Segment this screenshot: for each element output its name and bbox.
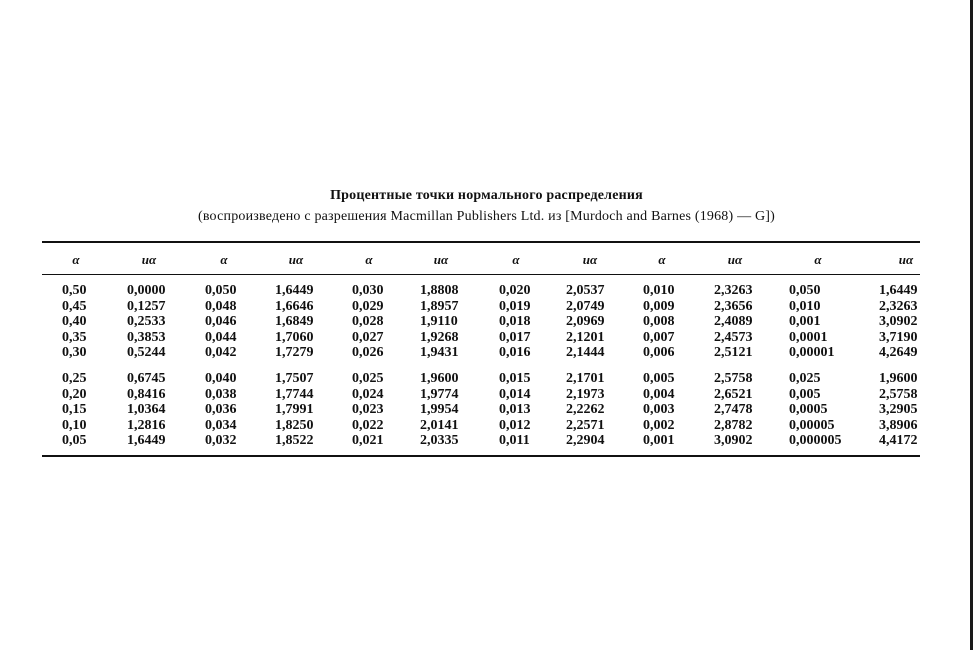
alpha-cell: 0,003 (643, 402, 675, 418)
u-alpha-cell: 2,2571 (566, 417, 605, 433)
alpha-cell: 0,021 (352, 433, 384, 449)
u-alpha-cell: 4,4172 (879, 433, 918, 449)
u-alpha-cell: 2,8782 (714, 417, 753, 433)
u-alpha-cell: 1,6849 (275, 314, 314, 330)
u-alpha-cell: 1,7060 (275, 329, 314, 345)
table-title: Процентные точки нормального распределения (330, 188, 643, 203)
header-u-alpha: uα (727, 252, 743, 267)
alpha-cell: 0,10 (62, 417, 87, 433)
alpha-cell: 0,25 (62, 371, 87, 386)
u-alpha-cell: 1,9431 (420, 345, 459, 361)
u-alpha-cell: 2,1701 (566, 371, 605, 386)
alpha-cell: 0,044 (205, 329, 237, 345)
header-alpha: α (220, 252, 228, 267)
u-alpha-cell: 1,9954 (420, 402, 459, 418)
alpha-cell: 0,034 (205, 417, 237, 433)
alpha-cell: 0,0001 (789, 329, 828, 345)
u-alpha-cell: 2,5121 (714, 345, 753, 361)
table-header-rule (42, 274, 920, 275)
u-alpha-cell: 3,2905 (879, 402, 918, 418)
alpha-cell: 0,042 (205, 345, 237, 361)
header-alpha: α (365, 252, 373, 267)
u-alpha-cell: 2,4089 (714, 314, 753, 330)
alpha-cell: 0,016 (499, 345, 531, 361)
u-alpha-cell: 2,0537 (566, 283, 605, 298)
u-alpha-cell: 0,1257 (127, 298, 166, 314)
alpha-cell: 0,032 (205, 433, 237, 449)
u-alpha-cell: 1,9600 (879, 371, 918, 386)
alpha-cell: 0,023 (352, 402, 384, 418)
alpha-cell: 0,022 (352, 417, 384, 433)
u-alpha-cell: 1,9774 (420, 386, 459, 402)
u-alpha-cell: 2,3263 (879, 298, 918, 314)
header-u-alpha: uα (141, 252, 157, 267)
alpha-cell: 0,05 (62, 433, 87, 449)
alpha-cell: 0,029 (352, 298, 384, 314)
u-alpha-cell: 1,8957 (420, 298, 459, 314)
u-alpha-cell: 1,6646 (275, 298, 314, 314)
u-alpha-cell: 2,0749 (566, 298, 605, 314)
alpha-cell: 0,35 (62, 329, 87, 345)
alpha-cell: 0,012 (499, 417, 531, 433)
u-alpha-cell: 2,0141 (420, 417, 459, 433)
alpha-cell: 0,050 (789, 283, 821, 298)
u-alpha-cell: 1,6449 (275, 283, 314, 298)
alpha-cell: 0,013 (499, 402, 531, 418)
u-alpha-cell: 1,7991 (275, 402, 314, 418)
u-alpha-cell: 1,7279 (275, 345, 314, 361)
header-u-alpha: uα (433, 252, 449, 267)
alpha-cell: 0,45 (62, 298, 87, 314)
u-alpha-cell: 1,8250 (275, 417, 314, 433)
u-alpha-cell: 1,2816 (127, 417, 166, 433)
header-u-alpha: uα (288, 252, 304, 267)
alpha-cell: 0,005 (789, 386, 821, 402)
alpha-cell: 0,036 (205, 402, 237, 418)
alpha-cell: 0,40 (62, 314, 87, 330)
alpha-cell: 0,008 (643, 314, 675, 330)
u-alpha-cell: 0,8416 (127, 386, 166, 402)
u-alpha-cell: 2,5758 (879, 386, 918, 402)
u-alpha-cell: 1,9110 (420, 314, 458, 330)
u-alpha-cell: 2,1444 (566, 345, 605, 361)
alpha-cell: 0,050 (205, 283, 237, 298)
header-u-alpha: uα (582, 252, 598, 267)
table-subtitle: (воспроизведено с разрешения Macmillan Publishers Ltd. из [Murdoch and Barnes (1968) — G]) (197, 209, 775, 224)
u-alpha-cell: 2,6521 (714, 386, 753, 402)
u-alpha-cell: 2,2904 (566, 433, 605, 449)
alpha-cell: 0,028 (352, 314, 384, 330)
table-bottom-rule (42, 455, 920, 457)
alpha-cell: 0,50 (62, 283, 87, 298)
alpha-cell: 0,040 (205, 371, 237, 386)
u-alpha-cell: 1,9600 (420, 371, 459, 386)
u-alpha-cell: 2,1973 (566, 386, 605, 402)
alpha-cell: 0,015 (499, 371, 531, 386)
u-alpha-cell: 0,3853 (127, 329, 166, 345)
alpha-cell: 0,009 (643, 298, 675, 314)
alpha-cell: 0,048 (205, 298, 237, 314)
alpha-cell: 0,0005 (789, 402, 828, 418)
alpha-cell: 0,007 (643, 329, 675, 345)
alpha-cell: 0,000005 (789, 433, 842, 449)
u-alpha-cell: 1,6449 (127, 433, 166, 449)
alpha-cell: 0,011 (499, 433, 530, 449)
alpha-cell: 0,006 (643, 345, 675, 361)
u-alpha-cell: 2,1201 (566, 329, 605, 345)
alpha-cell: 0,001 (789, 314, 821, 330)
header-u-alpha: uα (898, 252, 914, 267)
alpha-cell: 0,027 (352, 329, 384, 345)
u-alpha-cell: 1,9268 (420, 329, 459, 345)
alpha-cell: 0,001 (643, 433, 675, 449)
u-alpha-cell: 0,6745 (127, 371, 166, 386)
u-alpha-cell: 0,5244 (127, 345, 166, 361)
alpha-cell: 0,010 (643, 283, 675, 298)
u-alpha-cell: 2,0335 (420, 433, 459, 449)
u-alpha-cell: 2,3656 (714, 298, 753, 314)
alpha-cell: 0,005 (643, 371, 675, 386)
alpha-cell: 0,026 (352, 345, 384, 361)
u-alpha-cell: 3,0902 (879, 314, 918, 330)
alpha-cell: 0,014 (499, 386, 531, 402)
alpha-cell: 0,025 (352, 371, 384, 386)
u-alpha-cell: 2,5758 (714, 371, 753, 386)
alpha-cell: 0,020 (499, 283, 531, 298)
u-alpha-cell: 1,0364 (127, 402, 166, 418)
table-top-rule (42, 241, 920, 243)
u-alpha-cell: 3,7190 (879, 329, 918, 345)
u-alpha-cell: 2,7478 (714, 402, 753, 418)
alpha-cell: 0,002 (643, 417, 675, 433)
header-alpha: α (512, 252, 520, 267)
alpha-cell: 0,018 (499, 314, 531, 330)
u-alpha-cell: 0,0000 (127, 283, 166, 298)
header-alpha: α (814, 252, 822, 267)
u-alpha-cell: 3,0902 (714, 433, 753, 449)
u-alpha-cell: 1,8522 (275, 433, 314, 449)
u-alpha-cell: 2,3263 (714, 283, 753, 298)
alpha-cell: 0,030 (352, 283, 384, 298)
u-alpha-cell: 1,7507 (275, 371, 314, 386)
alpha-cell: 0,019 (499, 298, 531, 314)
alpha-cell: 0,038 (205, 386, 237, 402)
alpha-cell: 0,20 (62, 386, 87, 402)
alpha-cell: 0,024 (352, 386, 384, 402)
u-alpha-cell: 0,2533 (127, 314, 166, 330)
header-alpha: α (658, 252, 666, 267)
alpha-cell: 0,010 (789, 298, 821, 314)
alpha-cell: 0,00005 (789, 417, 835, 433)
u-alpha-cell: 2,2262 (566, 402, 605, 418)
u-alpha-cell: 2,4573 (714, 329, 753, 345)
alpha-cell: 0,025 (789, 371, 821, 386)
alpha-cell: 0,30 (62, 345, 87, 361)
u-alpha-cell: 1,8808 (420, 283, 459, 298)
u-alpha-cell: 1,6449 (879, 283, 918, 298)
alpha-cell: 0,046 (205, 314, 237, 330)
alpha-cell: 0,00001 (789, 345, 835, 361)
u-alpha-cell: 1,7744 (275, 386, 314, 402)
u-alpha-cell: 4,2649 (879, 345, 918, 361)
u-alpha-cell: 3,8906 (879, 417, 918, 433)
alpha-cell: 0,017 (499, 329, 531, 345)
header-alpha: α (72, 252, 80, 267)
alpha-cell: 0,004 (643, 386, 675, 402)
u-alpha-cell: 2,0969 (566, 314, 605, 330)
alpha-cell: 0,15 (62, 402, 87, 418)
